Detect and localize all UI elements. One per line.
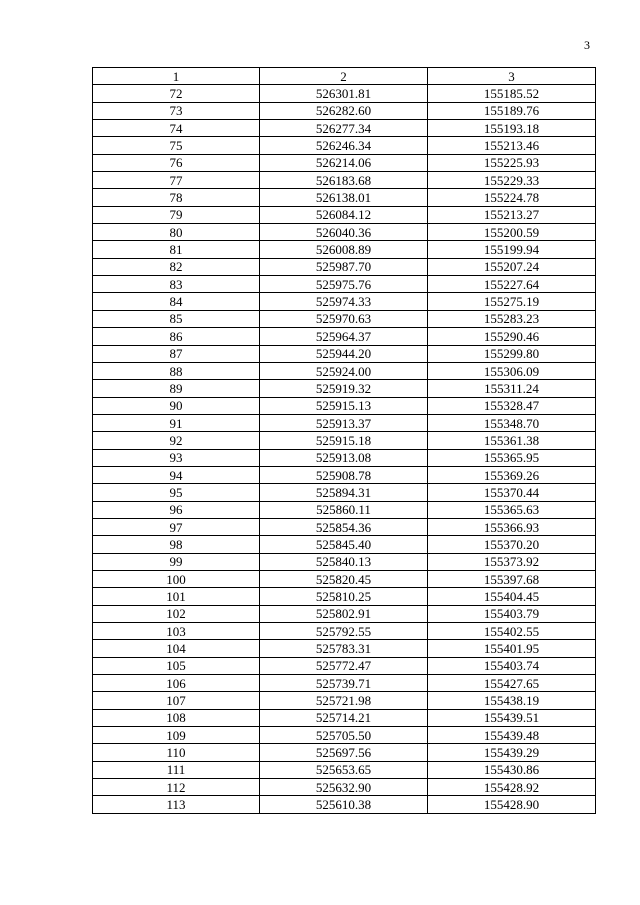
table-row: [93, 449, 596, 466]
coordinate-y-cell: 155397.68: [428, 570, 596, 587]
table-row: [93, 362, 596, 379]
table-row: [93, 484, 596, 501]
coordinate-x-cell: 525772.47: [260, 657, 428, 674]
coordinate-y-cell: 155311.24: [428, 380, 596, 397]
table-row: [93, 120, 596, 137]
table-row: [93, 553, 596, 570]
coordinates-table: [92, 67, 596, 814]
coordinate-y-cell: 155299.80: [428, 345, 596, 362]
coordinate-y-cell: 155348.70: [428, 414, 596, 431]
table-row: [93, 189, 596, 206]
coordinate-x-cell: 526040.36: [260, 224, 428, 241]
coordinate-x-cell: 525792.55: [260, 623, 428, 640]
table-row: [93, 241, 596, 258]
point-number-cell: 103: [93, 623, 260, 640]
table-row: [93, 345, 596, 362]
table-row: [93, 137, 596, 154]
coordinate-x-cell: 525721.98: [260, 692, 428, 709]
table-header-row: [93, 68, 596, 85]
point-number-cell: 111: [93, 761, 260, 778]
coordinate-x-cell: 525915.13: [260, 397, 428, 414]
coordinate-x-cell: 525714.21: [260, 709, 428, 726]
table-row: [93, 466, 596, 483]
point-number-cell: 102: [93, 605, 260, 622]
table-row: [93, 310, 596, 327]
column-header-3: 3: [428, 68, 596, 85]
table-row: [93, 172, 596, 189]
coordinate-y-cell: 155438.19: [428, 692, 596, 709]
table-row: [93, 779, 596, 796]
coordinate-y-cell: 155401.95: [428, 640, 596, 657]
coordinate-x-cell: 526214.06: [260, 154, 428, 171]
coordinate-x-cell: 525913.37: [260, 414, 428, 431]
coordinate-x-cell: 526183.68: [260, 172, 428, 189]
point-number-cell: 106: [93, 675, 260, 692]
coordinate-x-cell: 525653.65: [260, 761, 428, 778]
coordinate-y-cell: 155225.93: [428, 154, 596, 171]
coordinate-x-cell: 525860.11: [260, 501, 428, 518]
point-number-cell: 97: [93, 518, 260, 535]
coordinate-x-cell: 525894.31: [260, 484, 428, 501]
point-number-cell: 74: [93, 120, 260, 137]
coordinate-x-cell: 526282.60: [260, 102, 428, 119]
point-number-cell: 84: [93, 293, 260, 310]
coordinate-y-cell: 155439.48: [428, 727, 596, 744]
coordinate-y-cell: 155283.23: [428, 310, 596, 327]
coordinate-y-cell: 155403.74: [428, 657, 596, 674]
point-number-cell: 75: [93, 137, 260, 154]
table-row: [93, 727, 596, 744]
point-number-cell: 77: [93, 172, 260, 189]
coordinate-x-cell: 526277.34: [260, 120, 428, 137]
point-number-cell: 101: [93, 588, 260, 605]
point-number-cell: 95: [93, 484, 260, 501]
coordinate-x-cell: 526301.81: [260, 85, 428, 102]
table-row: [93, 328, 596, 345]
coordinate-x-cell: 525915.18: [260, 432, 428, 449]
table-row: [93, 102, 596, 119]
table-row: [93, 744, 596, 761]
point-number-cell: 112: [93, 779, 260, 796]
coordinate-y-cell: 155366.93: [428, 518, 596, 535]
point-number-cell: 110: [93, 744, 260, 761]
coordinate-x-cell: 525964.37: [260, 328, 428, 345]
page-number: 3: [584, 38, 590, 52]
coordinate-y-cell: 155290.46: [428, 328, 596, 345]
coordinate-y-cell: 155213.46: [428, 137, 596, 154]
point-number-cell: 76: [93, 154, 260, 171]
coordinate-y-cell: 155193.18: [428, 120, 596, 137]
coordinate-y-cell: 155306.09: [428, 362, 596, 379]
point-number-cell: 80: [93, 224, 260, 241]
coordinate-y-cell: 155404.45: [428, 588, 596, 605]
coordinate-y-cell: 155189.76: [428, 102, 596, 119]
point-number-cell: 94: [93, 466, 260, 483]
coordinate-y-cell: 155229.33: [428, 172, 596, 189]
coordinate-x-cell: 525739.71: [260, 675, 428, 692]
point-number-cell: 90: [93, 397, 260, 414]
point-number-cell: 107: [93, 692, 260, 709]
point-number-cell: 72: [93, 85, 260, 102]
coordinate-y-cell: 155199.94: [428, 241, 596, 258]
coordinate-x-cell: 525924.00: [260, 362, 428, 379]
table-row: [93, 640, 596, 657]
coordinate-y-cell: 155207.24: [428, 258, 596, 275]
coordinate-y-cell: 155427.65: [428, 675, 596, 692]
table-row: [93, 276, 596, 293]
table-row: [93, 518, 596, 535]
coordinate-x-cell: 525840.13: [260, 553, 428, 570]
coordinate-y-cell: 155361.38: [428, 432, 596, 449]
coordinate-x-cell: 526084.12: [260, 206, 428, 223]
coordinate-y-cell: 155402.55: [428, 623, 596, 640]
point-number-cell: 96: [93, 501, 260, 518]
point-number-cell: 87: [93, 345, 260, 362]
coordinate-y-cell: 155370.44: [428, 484, 596, 501]
coordinate-x-cell: 526008.89: [260, 241, 428, 258]
table-row: [93, 588, 596, 605]
table-row: [93, 501, 596, 518]
point-number-cell: 86: [93, 328, 260, 345]
coordinate-x-cell: 525802.91: [260, 605, 428, 622]
coordinate-y-cell: 155365.63: [428, 501, 596, 518]
column-header-2: 2: [260, 68, 428, 85]
table-row: [93, 761, 596, 778]
table-row: [93, 380, 596, 397]
coordinate-y-cell: 155200.59: [428, 224, 596, 241]
coordinate-x-cell: 525975.76: [260, 276, 428, 293]
point-number-cell: 73: [93, 102, 260, 119]
table-row: [93, 414, 596, 431]
point-number-cell: 98: [93, 536, 260, 553]
coordinate-y-cell: 155224.78: [428, 189, 596, 206]
coordinate-x-cell: 525810.25: [260, 588, 428, 605]
point-number-cell: 92: [93, 432, 260, 449]
coordinate-y-cell: 155439.29: [428, 744, 596, 761]
table-row: [93, 605, 596, 622]
coordinate-x-cell: 525845.40: [260, 536, 428, 553]
column-header-1: 1: [93, 68, 260, 85]
table-row: [93, 258, 596, 275]
coordinate-y-cell: 155373.92: [428, 553, 596, 570]
point-number-cell: 108: [93, 709, 260, 726]
point-number-cell: 113: [93, 796, 260, 813]
coordinate-y-cell: 155227.64: [428, 276, 596, 293]
coordinate-x-cell: 525919.32: [260, 380, 428, 397]
point-number-cell: 99: [93, 553, 260, 570]
coordinate-x-cell: 525908.78: [260, 466, 428, 483]
coordinate-x-cell: 525944.20: [260, 345, 428, 362]
table-row: [93, 206, 596, 223]
coordinate-y-cell: 155213.27: [428, 206, 596, 223]
coordinate-x-cell: 525705.50: [260, 727, 428, 744]
table-row: [93, 709, 596, 726]
coordinate-y-cell: 155439.51: [428, 709, 596, 726]
coordinate-x-cell: 525970.63: [260, 310, 428, 327]
table-row: [93, 623, 596, 640]
table-row: [93, 536, 596, 553]
coordinate-y-cell: 155403.79: [428, 605, 596, 622]
point-number-cell: 109: [93, 727, 260, 744]
table-row: [93, 85, 596, 102]
coordinate-x-cell: 525697.56: [260, 744, 428, 761]
point-number-cell: 105: [93, 657, 260, 674]
table-body: [93, 85, 596, 813]
coordinate-x-cell: 525854.36: [260, 518, 428, 535]
coordinate-x-cell: 525632.90: [260, 779, 428, 796]
table-row: [93, 570, 596, 587]
point-number-cell: 79: [93, 206, 260, 223]
coordinate-y-cell: 155365.95: [428, 449, 596, 466]
coordinate-y-cell: 155185.52: [428, 85, 596, 102]
point-number-cell: 82: [93, 258, 260, 275]
coordinate-y-cell: 155428.92: [428, 779, 596, 796]
coordinate-x-cell: 525820.45: [260, 570, 428, 587]
coordinate-x-cell: 525610.38: [260, 796, 428, 813]
table-row: [93, 154, 596, 171]
coordinate-x-cell: 525913.08: [260, 449, 428, 466]
table-row: [93, 657, 596, 674]
point-number-cell: 81: [93, 241, 260, 258]
point-number-cell: 100: [93, 570, 260, 587]
table-row: [93, 224, 596, 241]
point-number-cell: 91: [93, 414, 260, 431]
coordinate-y-cell: 155275.19: [428, 293, 596, 310]
table-row: [93, 293, 596, 310]
coordinate-x-cell: 526246.34: [260, 137, 428, 154]
coordinate-y-cell: 155430.86: [428, 761, 596, 778]
coordinate-x-cell: 525987.70: [260, 258, 428, 275]
point-number-cell: 85: [93, 310, 260, 327]
coordinate-y-cell: 155428.90: [428, 796, 596, 813]
point-number-cell: 89: [93, 380, 260, 397]
point-number-cell: 93: [93, 449, 260, 466]
coordinate-x-cell: 525974.33: [260, 293, 428, 310]
coordinate-x-cell: 526138.01: [260, 189, 428, 206]
point-number-cell: 104: [93, 640, 260, 657]
coordinate-y-cell: 155328.47: [428, 397, 596, 414]
point-number-cell: 78: [93, 189, 260, 206]
table-row: [93, 796, 596, 813]
coordinate-y-cell: 155369.26: [428, 466, 596, 483]
point-number-cell: 83: [93, 276, 260, 293]
table-row: [93, 432, 596, 449]
coordinate-x-cell: 525783.31: [260, 640, 428, 657]
point-number-cell: 88: [93, 362, 260, 379]
table-row: [93, 397, 596, 414]
table-row: [93, 675, 596, 692]
table-row: [93, 692, 596, 709]
coordinate-y-cell: 155370.20: [428, 536, 596, 553]
